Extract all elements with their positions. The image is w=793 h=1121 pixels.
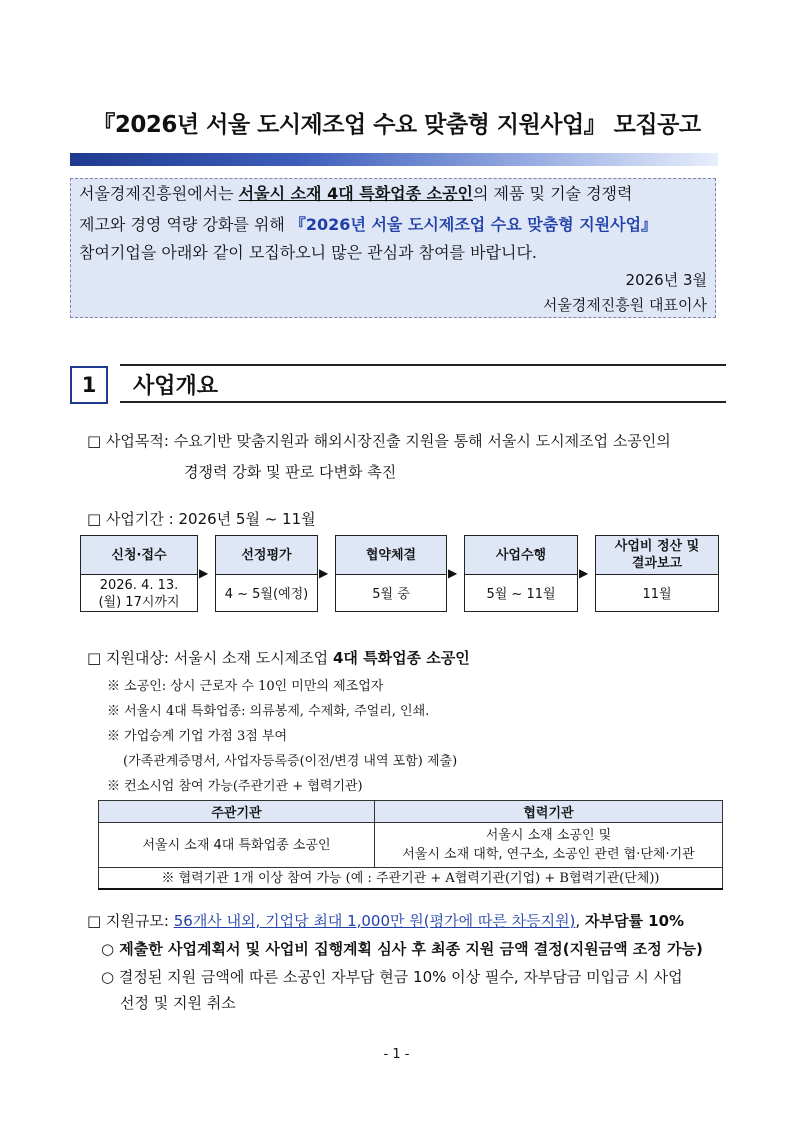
intro-text: 제고와 경영 역량 강화를 위해 bbox=[79, 215, 290, 234]
intro-date: 2026년 3월 bbox=[625, 271, 707, 289]
arrow-right-icon: ▶ bbox=[319, 566, 329, 580]
scale-amount-link[interactable]: 56개사 내외, 기업당 최대 1,000만 원(평가에 따른 차등지원) bbox=[173, 912, 576, 930]
section-number: 1 bbox=[70, 366, 108, 404]
step-body: 4 ~ 5월(예정) bbox=[224, 586, 309, 602]
step-head: 선정평가 bbox=[216, 536, 317, 575]
partner-line: 서울시 소재 소공인 및 bbox=[485, 828, 612, 843]
intro-line-3: 참여기업을 아래와 같이 모집하오니 많은 관심과 참여를 바랍니다. bbox=[79, 243, 538, 262]
target-note: ※ 가업승계 기업 가점 3점 부여 bbox=[107, 729, 288, 744]
intro-text: 의 제품 및 기술 경쟁력 bbox=[473, 184, 633, 203]
section-title: 사업개요 bbox=[133, 374, 219, 399]
org-table bbox=[98, 800, 723, 890]
intro-highlight: 서울시 소재 4대 특화업종 소공인 bbox=[238, 184, 473, 203]
step-body: 5월 중 bbox=[372, 586, 410, 602]
arrow-right-icon: ▶ bbox=[448, 566, 458, 580]
purpose-line-2: 경쟁력 강화 및 판로 다변화 촉진 bbox=[184, 463, 397, 481]
page-number: - 1 - bbox=[383, 1047, 410, 1062]
arrow-right-icon: ▶ bbox=[199, 566, 209, 580]
step-box bbox=[215, 535, 318, 612]
table-row bbox=[99, 868, 723, 890]
table-cell-partner bbox=[375, 823, 723, 868]
table-header: 주관기관 bbox=[99, 801, 375, 823]
partner-line: 서울시 소재 대학, 연구소, 소공인 관련 협·단체·기관 bbox=[402, 847, 695, 862]
step-body: 5월 ~ 11월 bbox=[486, 586, 556, 602]
title-gradient-bar bbox=[70, 153, 718, 166]
target-line bbox=[87, 647, 470, 668]
step-head: 신청·접수 bbox=[81, 536, 197, 575]
purpose-line-1: □ 사업목적: 수요기반 맞춤지원과 해외시장진출 지원을 통해 서울시 도시제조업 소공인의 bbox=[87, 432, 671, 450]
intro-signer: 서울경제진흥원 대표이사 bbox=[542, 296, 707, 314]
table-header: 협력기관 bbox=[375, 801, 723, 823]
intro-line-2 bbox=[79, 214, 707, 236]
scale-line bbox=[87, 910, 684, 931]
arrow-right-icon: ▶ bbox=[579, 566, 589, 580]
step-body: 2026. 4. 13.(월) 17시까지 bbox=[98, 578, 180, 610]
scale-sub-2-line-1: ○ 결정된 지원 금액에 따른 소공인 자부담 현금 10% 이상 필수, 자부담금 미입금 시 사업 bbox=[101, 968, 683, 986]
target-note: ※ 컨소시엄 참여 가능(주관기관 + 협력기관) bbox=[107, 779, 363, 794]
intro-box bbox=[70, 178, 716, 318]
step-head: 사업비 정산 및 결과보고 bbox=[596, 536, 718, 575]
table-cell-lead: 서울시 소재 4대 특화업종 소공인 bbox=[99, 823, 375, 868]
section-divider-top bbox=[120, 364, 726, 366]
scale-text: , bbox=[575, 912, 585, 930]
page-title: 『2026년 서울 도시제조업 수요 맞춤형 지원사업』 모집공고 bbox=[92, 112, 701, 138]
table-row bbox=[99, 823, 723, 868]
step-box bbox=[464, 535, 578, 612]
target-note: (가족관계증명서, 사업자등록증(이전/변경 내역 포함) 제출) bbox=[123, 754, 458, 769]
scale-text: □ 지원규모: bbox=[87, 912, 174, 930]
intro-program-name: 『2026년 서울 도시제조업 수요 맞춤형 지원사업』 bbox=[289, 215, 658, 234]
target-text: □ 지원대상: 서울시 소재 도시제조업 bbox=[87, 649, 333, 667]
intro-text: 서울경제진흥원에서는 bbox=[79, 184, 239, 203]
intro-line-1 bbox=[79, 183, 707, 205]
step-box bbox=[80, 535, 198, 612]
step-head: 사업수행 bbox=[465, 536, 577, 575]
scale-highlight: 자부담률 10% bbox=[584, 912, 685, 930]
step-head: 협약체결 bbox=[336, 536, 446, 575]
section-divider-bottom bbox=[120, 401, 726, 403]
step-box bbox=[595, 535, 719, 612]
target-highlight: 4대 특화업종 소공인 bbox=[332, 649, 470, 667]
target-note: ※ 서울시 4대 특화업종: 의류봉제, 수제화, 주얼리, 인쇄. bbox=[107, 704, 430, 719]
scale-sub-2-line-2: 선정 및 지원 취소 bbox=[120, 994, 236, 1012]
table-note: ※ 협력기관 1개 이상 참여 가능 (예 : 주관기관 + A협력기관(기업) + B협력기관(단체)) bbox=[99, 868, 723, 890]
period-line: □ 사업기간 : 2026년 5월 ~ 11월 bbox=[87, 510, 316, 528]
table-header-row bbox=[99, 801, 723, 823]
step-box bbox=[335, 535, 447, 612]
scale-sub-1: ○ 제출한 사업계획서 및 사업비 집행계획 심사 후 최종 지원 금액 결정(지원금액 조정 가능) bbox=[101, 940, 703, 958]
target-note: ※ 소공인: 상시 근로자 수 10인 미만의 제조업자 bbox=[107, 679, 384, 694]
step-body: 11월 bbox=[642, 586, 672, 602]
